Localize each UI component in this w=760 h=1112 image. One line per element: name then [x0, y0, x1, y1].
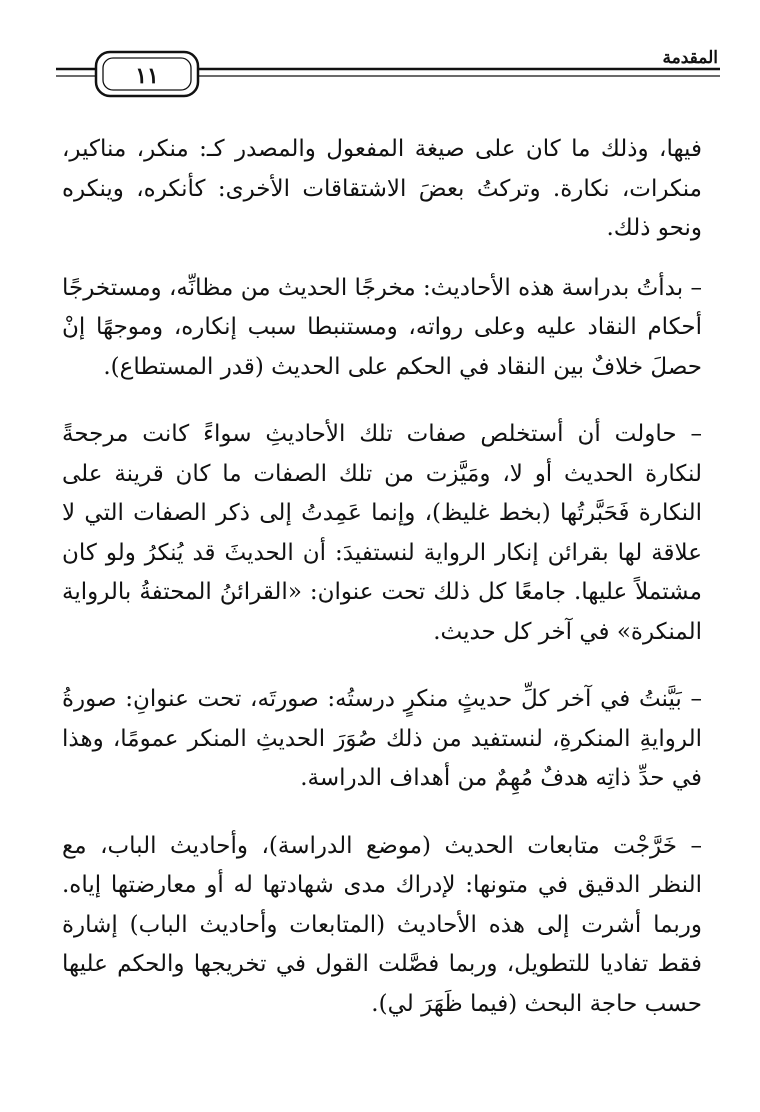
paragraph: – بدأتُ بدراسة هذه الأحاديث: مخرجًا الحديث من مظانِّه، ومستخرجًا أحكام النقاد عليه وعلى رواته، ومستنبطا سبب إنكاره، وموجهًا إنْ حصلَ خلافٌ بين النقاد في الحكم على الحديث (قدر المستطاع).: [62, 274, 702, 380]
page-number: ١١: [135, 63, 159, 89]
body-text: [62, 130, 702, 1052]
paragraph: – خَرَّجْت متابعات الحديث (موضع الدراسة)، وأحاديث الباب، مع النظر الدقيق في متونها: لإدراك مدى شهادتها له أو معارضتها إياه. وربما أشرت إلى هذه الأحاديث (المتابعات وأحاديث الباب) إشارة فقط تفاديا للتطويل، وربما فصَّلت القول في تخريجها والحكم عليها حسب حاجة البحث (فيما ظَهَرَ لي).: [62, 832, 702, 1017]
paragraph: – بَيَّنتُ في آخر كلِّ حديثٍ منكرٍ درستُه: صورتَه، تحت عنوانِ: صورةُ الروايةِ المنكرةِ، لنستفيد من ذلك صُوَرَ الحديثِ المنكر عمومًا، وهذا في حدِّ ذاتِه هدفٌ مُهِمٌ من أهداف الدراسة.: [62, 686, 702, 791]
page-header: [56, 40, 720, 110]
paragraph: – حاولت أن أستخلص صفات تلك الأحاديثِ سواءً كانت مرجحةً لنكارة الحديث أو لا، ومَيَّزت من تلك الصفات ما كان قرينة على النكارة فَحَبَّرتُها (بخط غليظ)، وإنما عَمِدتُ إلى ذكر الصفات التي لا علاقة لها بقرائن إنكار الرواية لنستفيدَ: أن الحديثَ قد يُنكرُ ولو كان مشتملاً عليها. جامعًا كل ذلك تحت عنوان: «القرائنُ المحتفةُ بالرواية المنكرة» في آخر كل حديث.: [62, 421, 702, 645]
paragraph: فيها، وذلك ما كان على صيغة المفعول والمصدر كـ: منكر، مناكير، منكرات، نكارة. وتركتُ بعضَ الاشتقاقات الأخرى: كأنكره، وينكره ونحو ذلك.: [62, 136, 702, 241]
running-title: المقدمة: [662, 48, 718, 68]
